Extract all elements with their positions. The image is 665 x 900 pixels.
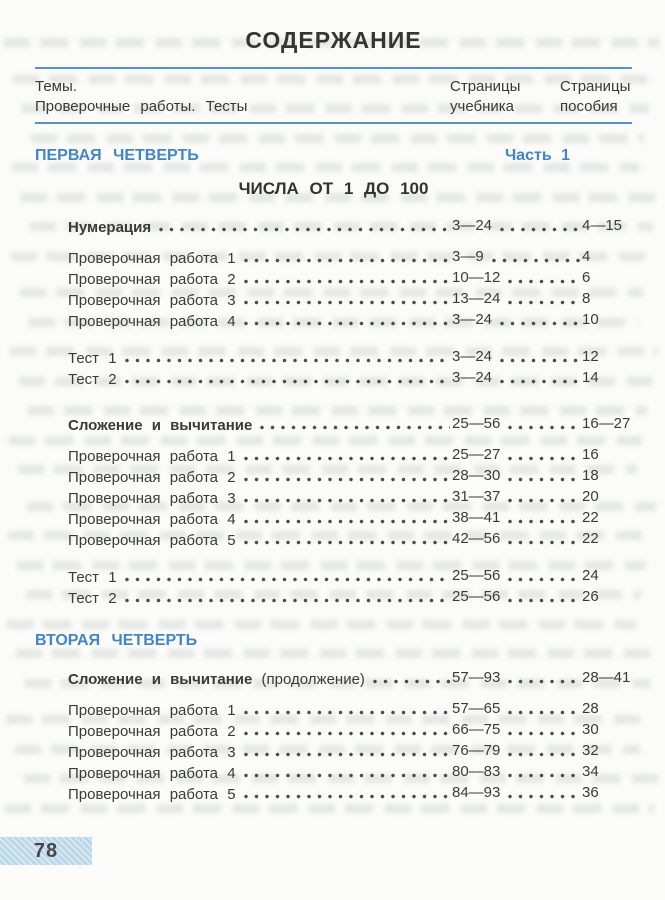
row-label: Тест 2: [68, 590, 117, 607]
page-number: 78: [33, 839, 59, 862]
toc-row: [35, 309, 632, 330]
page-title: СОДЕРЖАНИЕ: [245, 27, 422, 53]
row-label: Проверочная работа 1: [68, 702, 236, 719]
pages-mid-block: [452, 782, 582, 803]
dot-leader: [244, 794, 450, 800]
pages-textbook: 25—56: [452, 415, 501, 432]
pages-textbook: 3—24: [452, 311, 493, 328]
dot-leader: [244, 519, 450, 525]
pages-manual: 36: [582, 784, 599, 801]
pages-textbook: 3—24: [452, 369, 493, 386]
row-label: Тест 2: [68, 371, 117, 388]
pages-mid-block: [452, 267, 582, 288]
part-label: Часть 1: [504, 147, 570, 164]
pages-mid-block: [452, 465, 582, 486]
pages-manual: 32: [582, 742, 599, 759]
pages-textbook: 3—24: [452, 348, 493, 365]
row-label: Проверочная работа 5: [68, 786, 236, 803]
pages-mid-block: [452, 346, 582, 367]
toc-section: [35, 631, 632, 803]
quarter-title: ВТОРАЯ ЧЕТВЕРТЬ: [35, 632, 198, 649]
pages-mid-block: [452, 309, 582, 330]
dot-leader: [508, 279, 580, 285]
dot-leader: [159, 227, 450, 233]
pages-textbook: 66—75: [452, 721, 501, 738]
toc-row: [35, 565, 632, 586]
row-label: Проверочная работа 5: [68, 532, 236, 549]
row-label: Сложение и вычитание: [68, 417, 253, 434]
pages-textbook: 25—56: [452, 588, 501, 605]
dot-leader: [373, 679, 450, 685]
pages-manual: 24: [582, 567, 599, 584]
pages-manual: 34: [582, 763, 599, 780]
dot-leader: [260, 425, 450, 431]
toc-row: [35, 346, 632, 367]
toc-row: [35, 246, 632, 267]
pages-manual: 4: [582, 248, 591, 265]
dot-leader: [125, 358, 450, 364]
row-label: Проверочная работа 2: [68, 271, 236, 288]
toc-row: [35, 740, 632, 761]
page-number-band: [0, 837, 92, 865]
dot-leader: [244, 300, 450, 306]
pages-mid-block: [452, 507, 582, 528]
dot-leader: [500, 358, 580, 364]
pages-mid-block: [452, 288, 582, 309]
toc-row: [35, 507, 632, 528]
pages-mid-block: [452, 367, 582, 388]
dot-leader: [508, 773, 580, 779]
quarter-header: [35, 631, 632, 651]
toc-row: [35, 444, 632, 465]
dot-leader: [508, 477, 580, 483]
dot-leader: [508, 794, 580, 800]
pages-mid-block: [452, 719, 582, 740]
pages-textbook: 42—56: [452, 530, 501, 547]
pages-manual: 4—15: [582, 217, 623, 234]
dot-leader: [244, 731, 450, 737]
row-label: Проверочная работа 2: [68, 723, 236, 740]
row-label: Проверочная работа 1: [68, 250, 236, 267]
dot-leader: [492, 258, 580, 264]
pages-textbook: 38—41: [452, 509, 501, 526]
pages-textbook: 31—37: [452, 488, 501, 505]
toc-row: [35, 698, 632, 719]
row-label: Проверочная работа 4: [68, 313, 236, 330]
pages-textbook: 84—93: [452, 784, 501, 801]
pages-mid-block: [452, 246, 582, 267]
toc-row: [35, 267, 632, 288]
dot-leader: [244, 456, 450, 462]
header-col-manual: [560, 77, 632, 117]
pages-mid-block: [452, 667, 582, 688]
row-label: Проверочная работа 4: [68, 511, 236, 528]
toc-sections: [35, 146, 632, 803]
toc-content: [35, 0, 632, 803]
row-label: Проверочная работа 4: [68, 765, 236, 782]
toc-row: [35, 367, 632, 388]
toc-row: [35, 782, 632, 803]
dot-leader: [500, 321, 580, 327]
dot-leader: [508, 425, 580, 431]
pages-mid-block: [452, 528, 582, 549]
dot-leader: [244, 258, 450, 264]
pages-textbook: 57—65: [452, 700, 501, 717]
header-col-textbook-line1: Страницы: [450, 78, 521, 95]
toc-row: [35, 528, 632, 549]
toc-row: [35, 719, 632, 740]
pages-textbook: 80—83: [452, 763, 501, 780]
pages-manual: 6: [582, 269, 591, 286]
toc-row-list: [35, 215, 632, 607]
toc-row: [35, 413, 632, 434]
toc-row: [35, 288, 632, 309]
pages-manual: 20: [582, 488, 599, 505]
pages-textbook: 3—24: [452, 217, 493, 234]
dot-leader: [244, 752, 450, 758]
row-label: Проверочная работа 1: [68, 448, 236, 465]
divider-header: [35, 122, 632, 124]
pages-manual: 12: [582, 348, 599, 365]
dot-leader: [508, 731, 580, 737]
pages-manual: 18: [582, 467, 599, 484]
row-label: Проверочная работа 3: [68, 744, 236, 761]
pages-mid-block: [452, 586, 582, 607]
pages-manual: 30: [582, 721, 599, 738]
section-subtitle: ЧИСЛА ОТ 1 ДО 100: [238, 179, 429, 198]
toc-row: [35, 586, 632, 607]
dot-leader: [125, 379, 450, 385]
pages-textbook: 57—93: [452, 669, 501, 686]
pages-mid-block: [452, 215, 582, 236]
dot-leader: [500, 227, 580, 233]
pages-mid-block: [452, 413, 582, 434]
dot-leader: [244, 773, 450, 779]
pages-manual: 16—27: [582, 415, 631, 432]
pages-mid-block: [452, 740, 582, 761]
dot-leader: [244, 710, 450, 716]
toc-row: [35, 667, 632, 688]
dot-leader: [508, 752, 580, 758]
header-col-textbook: [450, 77, 522, 117]
row-label: Проверочная работа 3: [68, 292, 236, 309]
dot-leader: [508, 300, 580, 306]
dot-leader: [244, 540, 450, 546]
row-label: Тест 1: [68, 569, 117, 586]
quarter-header: [35, 146, 632, 166]
pages-mid-block: [452, 444, 582, 465]
toc-table-header: [35, 69, 632, 117]
dot-leader: [508, 498, 580, 504]
header-topics-line2: Проверочные работы. Тесты: [35, 98, 248, 115]
pages-manual: 10: [582, 311, 599, 328]
row-label: Тест 1: [68, 350, 117, 367]
dot-leader: [508, 598, 580, 604]
pages-mid-block: [452, 698, 582, 719]
pages-manual: 16: [582, 446, 599, 463]
pages-manual: 8: [582, 290, 591, 307]
pages-textbook: 3—9: [452, 248, 484, 265]
dot-leader: [244, 477, 450, 483]
toc-row: [35, 215, 632, 236]
dot-leader: [244, 498, 450, 504]
row-label: Проверочная работа 3: [68, 490, 236, 507]
pages-manual: 22: [582, 530, 599, 547]
header-col-textbook-line2: учебника: [450, 98, 514, 115]
dot-leader: [508, 577, 580, 583]
pages-manual: 28: [582, 700, 599, 717]
toc-row: [35, 761, 632, 782]
toc-row: [35, 486, 632, 507]
dot-leader: [244, 321, 450, 327]
dot-leader: [508, 710, 580, 716]
dot-leader: [508, 540, 580, 546]
pages-manual: 26: [582, 588, 599, 605]
pages-manual: 28—41: [582, 669, 631, 686]
dot-leader: [508, 456, 580, 462]
pages-textbook: 28—30: [452, 467, 501, 484]
dot-leader: [125, 598, 450, 604]
pages-mid-block: [452, 486, 582, 507]
dot-leader: [508, 519, 580, 525]
pages-manual: 14: [582, 369, 599, 386]
header-col-manual-line1: Страницы: [560, 78, 631, 95]
pages-mid-block: [452, 565, 582, 586]
row-label: Нумерация: [68, 219, 152, 236]
pages-manual: 22: [582, 509, 599, 526]
pages-textbook: 25—56: [452, 567, 501, 584]
bleed-line: [5, 804, 654, 813]
toc-section: [35, 146, 632, 607]
dot-leader: [244, 279, 450, 285]
pages-textbook: 10—12: [452, 269, 501, 286]
pages-textbook: 76—79: [452, 742, 501, 759]
quarter-title: ПЕРВАЯ ЧЕТВЕРТЬ: [35, 147, 199, 164]
row-label: Проверочная работа 2: [68, 469, 236, 486]
row-label-suffix: (продолжение): [252, 671, 365, 688]
pages-textbook: 25—27: [452, 446, 501, 463]
row-label: Сложение и вычитание (продолжение): [68, 671, 365, 688]
dot-leader: [508, 679, 580, 685]
pages-mid-block: [452, 761, 582, 782]
toc-row: [35, 465, 632, 486]
header-topics: [35, 77, 247, 117]
toc-row-list: [35, 667, 632, 803]
pages-textbook: 13—24: [452, 290, 501, 307]
dot-leader: [500, 379, 580, 385]
header-topics-line1: Темы.: [35, 78, 77, 95]
header-col-manual-line2: пособия: [560, 98, 618, 115]
header-page-columns: [450, 77, 632, 117]
dot-leader: [125, 577, 450, 583]
